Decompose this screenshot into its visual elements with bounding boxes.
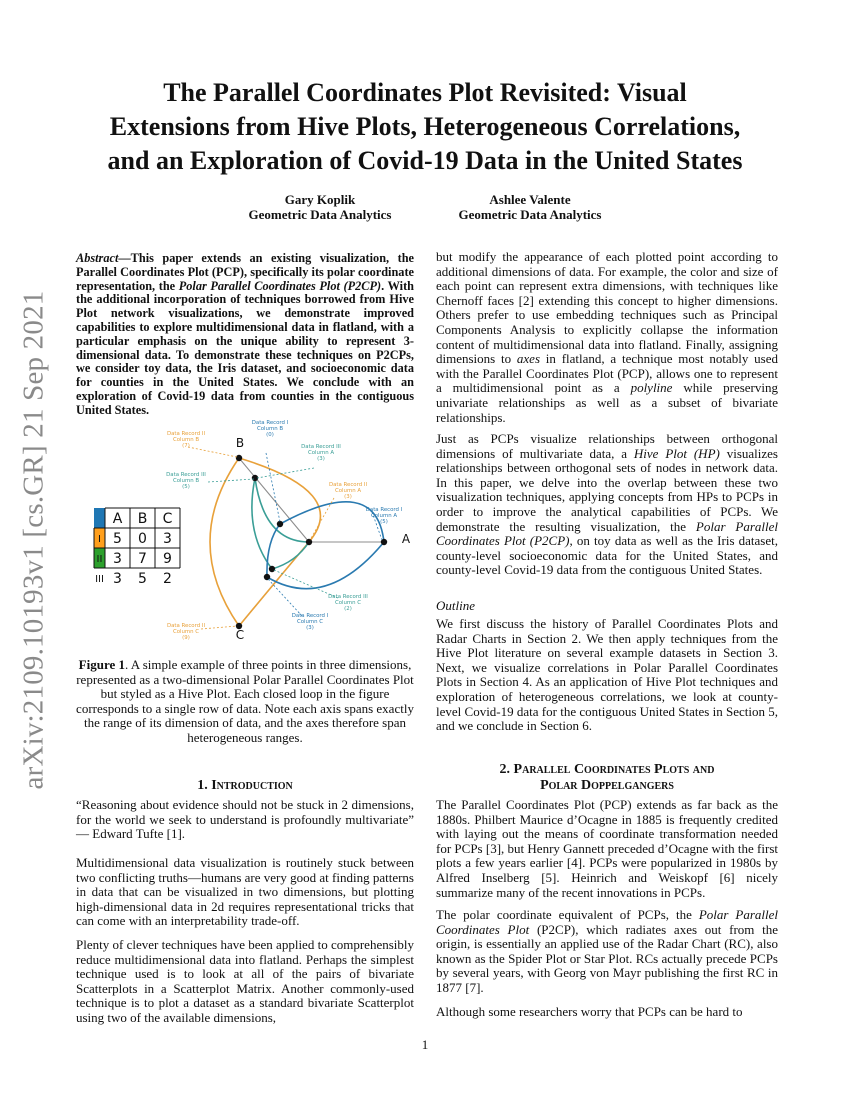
- section-2-paragraph-3: Although some researchers worry that PCPs can be hard to: [436, 1004, 743, 1019]
- title-line-2: Extensions from Hive Plots, Heterogeneous Correlations,: [109, 112, 741, 141]
- col2-paragraph-2: Just as PCPs visualize relationships between orthogonal dimensions of multivariate data, a Hive Plot (HP) visualizes relationships between orthogonal sets of nodes in network data. In this paper, we delve into the overlap between these two visualization techniques, applying concepts from HPs to PCPs in order to improve the analytical capabilities of PCPs. We demonstrate the resulting visualization, the Polar Parallel Coordinates Plot (P2CP), on toy data as well as the Iris dataset, county-level socioeconomic data for the United States, and county-level Covid-19 data from the contiguous United States.: [436, 431, 779, 578]
- abstract-text-b: . With the additional incorporation of techniques borrowed from Hive Plot network visualizations, we demonstrate improved capabilities to explore multidimensional data in flatland, with a particular emphasis on the unique ability to represent 3-dimensional data. To demonstrate these techniques on P2CPs, we consider toy data, the Iris dataset, and socioeconomic data for counties in the United States. We conclude with an exploration of Covid-19 data from counties in the contiguous United States.: [76, 278, 415, 417]
- author-2-name: Ashlee Valente: [489, 192, 571, 207]
- abstract-text-a: —This paper extends an existing visualization, the Parallel Coordinates Plot (PCP), specifically its polar coordinate representation, the: [76, 251, 414, 293]
- section-2-title-line-2: Polar Doppelgangers: [540, 778, 674, 793]
- annotation-r1-b: [252, 420, 289, 438]
- paper-title: [60, 76, 790, 178]
- svg-text:(9): (9): [182, 635, 190, 641]
- intro-paragraph-2: Multidimensional data visualization is routinely stuck between two conflicting truths—humans are very good at finding patterns in data that can be visualized in two dimensions, but plotting high-dimensional data in 2d requires representational tricks that can come with an interpretability trade-off.: [76, 855, 414, 929]
- section-1-title: Introduction: [211, 778, 293, 793]
- record-1-curve: [267, 502, 384, 589]
- caption-label: Figure 1: [78, 657, 126, 672]
- title-line-3: and an Exploration of Covid-19 Data in the United States: [107, 146, 743, 175]
- section-2-paragraph-1: The Parallel Coordinates Plot (PCP) extends as far back as the 1880s. Philbert Maurice d’Ocagne in 1885 is frequently credited with laying out the means of coordinate transformation needed for PCPs [3], but Henry Gannett preceded d’Ocagne with the first plots a few years earlier [4]. PCPs were popularized in 1980s by Alfred Inselberg [5]. Heinrich and Weiskopf [6] nicely summarize many of the recent innovations in PCPs.: [436, 797, 778, 900]
- table-header-b: B: [137, 511, 148, 527]
- table-cell: 3: [163, 531, 172, 547]
- svg-text:Data Record III: Data Record III: [301, 444, 341, 450]
- figure-1: [76, 412, 416, 652]
- intro-paragraph-1: “Reasoning about evidence should not be stuck in 2 dimensions, for the world we seek to understand is profoundly multivariate” — Edward Tufte [1].: [76, 797, 414, 842]
- arxiv-identifier-text: arXiv:2109.10193v1 [cs.GR] 21 Sep 2021: [17, 290, 50, 790]
- table-cell: 7: [138, 551, 147, 567]
- row-1-color-swatch: [94, 508, 105, 528]
- axis-label-b: B: [235, 436, 245, 450]
- svg-text:Column C: Column C: [334, 600, 362, 606]
- svg-text:Column A: Column A: [370, 513, 398, 519]
- table-cell: 3: [113, 571, 122, 587]
- svg-text:Data Record III: Data Record III: [328, 594, 368, 600]
- figure-data-table: [94, 508, 180, 587]
- table-cell: 0: [138, 531, 147, 547]
- point-r2-b: [236, 455, 242, 461]
- abstract-lead: Abstract: [76, 251, 119, 265]
- abstract-emphasis: Polar Parallel Coordinates Plot (P2CP): [178, 278, 382, 293]
- svg-text:Column B: Column B: [172, 437, 200, 443]
- author-1-affiliation: Geometric Data Analytics: [248, 207, 392, 222]
- annotation-r3-a: [301, 444, 341, 462]
- svg-text:(2): (2): [344, 606, 352, 612]
- svg-text:Column A: Column A: [307, 450, 335, 456]
- svg-text:(5): (5): [182, 484, 190, 490]
- figure-1-graphic: [76, 412, 416, 652]
- point-r3-r2-a: [306, 539, 312, 545]
- abstract: [76, 252, 414, 418]
- title-line-1: The Parallel Coordinates Plot Revisited: Visual: [163, 78, 687, 107]
- author-2-affiliation: Geometric Data Analytics: [458, 207, 602, 222]
- axis-label-c: C: [235, 628, 245, 642]
- svg-text:Column B: Column B: [172, 478, 200, 484]
- annotation-r2-c: [167, 623, 206, 641]
- svg-text:Column C: Column C: [296, 619, 324, 625]
- section-1-heading: [76, 778, 414, 794]
- svg-text:Column C: Column C: [172, 629, 200, 635]
- col2-paragraph-1: but modify the appearance of each plotted point according to additional dimensions of data. For example, the color and size of each point can represent extra dimensions, with techniques like Chernoff faces [2] extending this concept to higher dimensions. Others prefer to use embedding techniques such as Principal Components Analysis to explicitly collapse the information content of multidimensional data into flatland. Finally, assigning dimensions to axes in flatland, a technique most notably used with the Parallel Coordinates Plot (PCP), allows one to represent a multidimensional point as a polyline while preserving univariate relationships as well as a subset of bivariate relationships.: [436, 249, 778, 425]
- polar-plot: [166, 420, 411, 642]
- axis-label-a: A: [401, 532, 411, 546]
- caption-text: . A simple example of three points in three dimensions, represented as a two-dimensional Polar Parallel Coordinates Plot but styled as a Hive Plot. Each closed loop in the figure corresponds to a single row of data. Note each axis spans exactly the range of its dimension of data, and the axes therefore span heterogeneous ranges.: [76, 657, 414, 745]
- svg-text:Data Record II: Data Record II: [166, 623, 206, 629]
- point-r1-b: [277, 521, 283, 527]
- table-cell: 5: [113, 531, 122, 547]
- svg-text:Data Record I: Data Record I: [251, 420, 289, 426]
- svg-text:(7): (7): [182, 443, 190, 449]
- table-cell: 5: [138, 571, 147, 587]
- svg-text:Column A: Column A: [334, 488, 362, 494]
- svg-text:(5): (5): [380, 519, 388, 525]
- svg-text:(0): (0): [266, 432, 274, 438]
- svg-text:(3): (3): [344, 494, 352, 500]
- point-r3-c: [269, 566, 275, 572]
- row-label-3: III: [95, 574, 104, 585]
- arxiv-identifier: [14, 290, 54, 790]
- svg-text:Data Record I: Data Record I: [365, 507, 403, 513]
- table-header-a: A: [112, 511, 123, 527]
- author-1: [230, 192, 410, 222]
- annotation-r1-c: [292, 613, 329, 631]
- section-2-number: 2.: [499, 762, 511, 777]
- point-r1-c: [264, 574, 270, 580]
- section-2-heading: [436, 762, 778, 794]
- svg-text:Data Record II: Data Record II: [328, 482, 368, 488]
- outline-paragraph: We first discuss the history of Parallel Coordinates Plots and Radar Charts in Section 2. We then apply techniques from the Hive Plot literature on several example datasets in Section 3. Next, we visualize correlations in Polar Parallel Coordinates Plots in Section 4. As an application of Hive Plot techniques and exploration of heterogeneous correlations, we look at county-level Covid-19 data for the contiguous United States in Section 5, and we conclude in Section 6.: [436, 616, 778, 734]
- author-1-name: Gary Koplik: [284, 192, 356, 207]
- annotation-r3-c: [328, 594, 368, 612]
- annotation-r2-a: [329, 482, 368, 500]
- page-number: 1: [421, 1037, 429, 1052]
- annotation-r3-b: [166, 472, 206, 490]
- svg-text:Data Record III: Data Record III: [166, 472, 206, 478]
- svg-text:(3): (3): [306, 625, 314, 631]
- outline-heading: Outline: [436, 598, 475, 613]
- annotation-r1-a: [366, 507, 403, 525]
- section-2-title-line-1: Parallel Coordinates Plots and: [513, 762, 715, 777]
- annotation-r2-b: [167, 431, 206, 449]
- svg-text:(3): (3): [317, 456, 325, 462]
- section-2-paragraph-2: The polar coordinate equivalent of PCPs, the Polar Parallel Coordinates Plot (P2CP), which radiates axes out from the origin, is essentially an applied use of the Radar Chart (RC), also known as the Spider Plot or Star Plot. RCs actually precede PCPs by several years, with Georg von Mayr publishing the first RC in 1877 [7].: [436, 907, 779, 995]
- svg-text:Column B: Column B: [256, 426, 284, 432]
- svg-text:Data Record II: Data Record II: [166, 431, 206, 437]
- table-cell: 9: [163, 551, 172, 567]
- table-header-c: C: [162, 511, 173, 527]
- svg-text:Data Record I: Data Record I: [291, 613, 329, 619]
- table-cell: 3: [113, 551, 122, 567]
- intro-paragraph-3: Plenty of clever techniques have been applied to comprehensibly reduce multidimensional data into flatland. Perhaps the simplest technique used is to look at all of the pairs of bivariate Scatterplots in a Scatterplot Matrix. Another commonly-used technique is to plot a dataset as a standard bivariate Scatterplot using two of the available dimensions,: [76, 937, 414, 1025]
- table-cell: 2: [163, 571, 172, 587]
- row-label-1: I: [98, 534, 101, 545]
- author-2: [440, 192, 620, 222]
- row-label-2: II: [96, 554, 103, 565]
- figure-1-caption: [76, 658, 414, 746]
- section-1-number: 1.: [197, 778, 208, 793]
